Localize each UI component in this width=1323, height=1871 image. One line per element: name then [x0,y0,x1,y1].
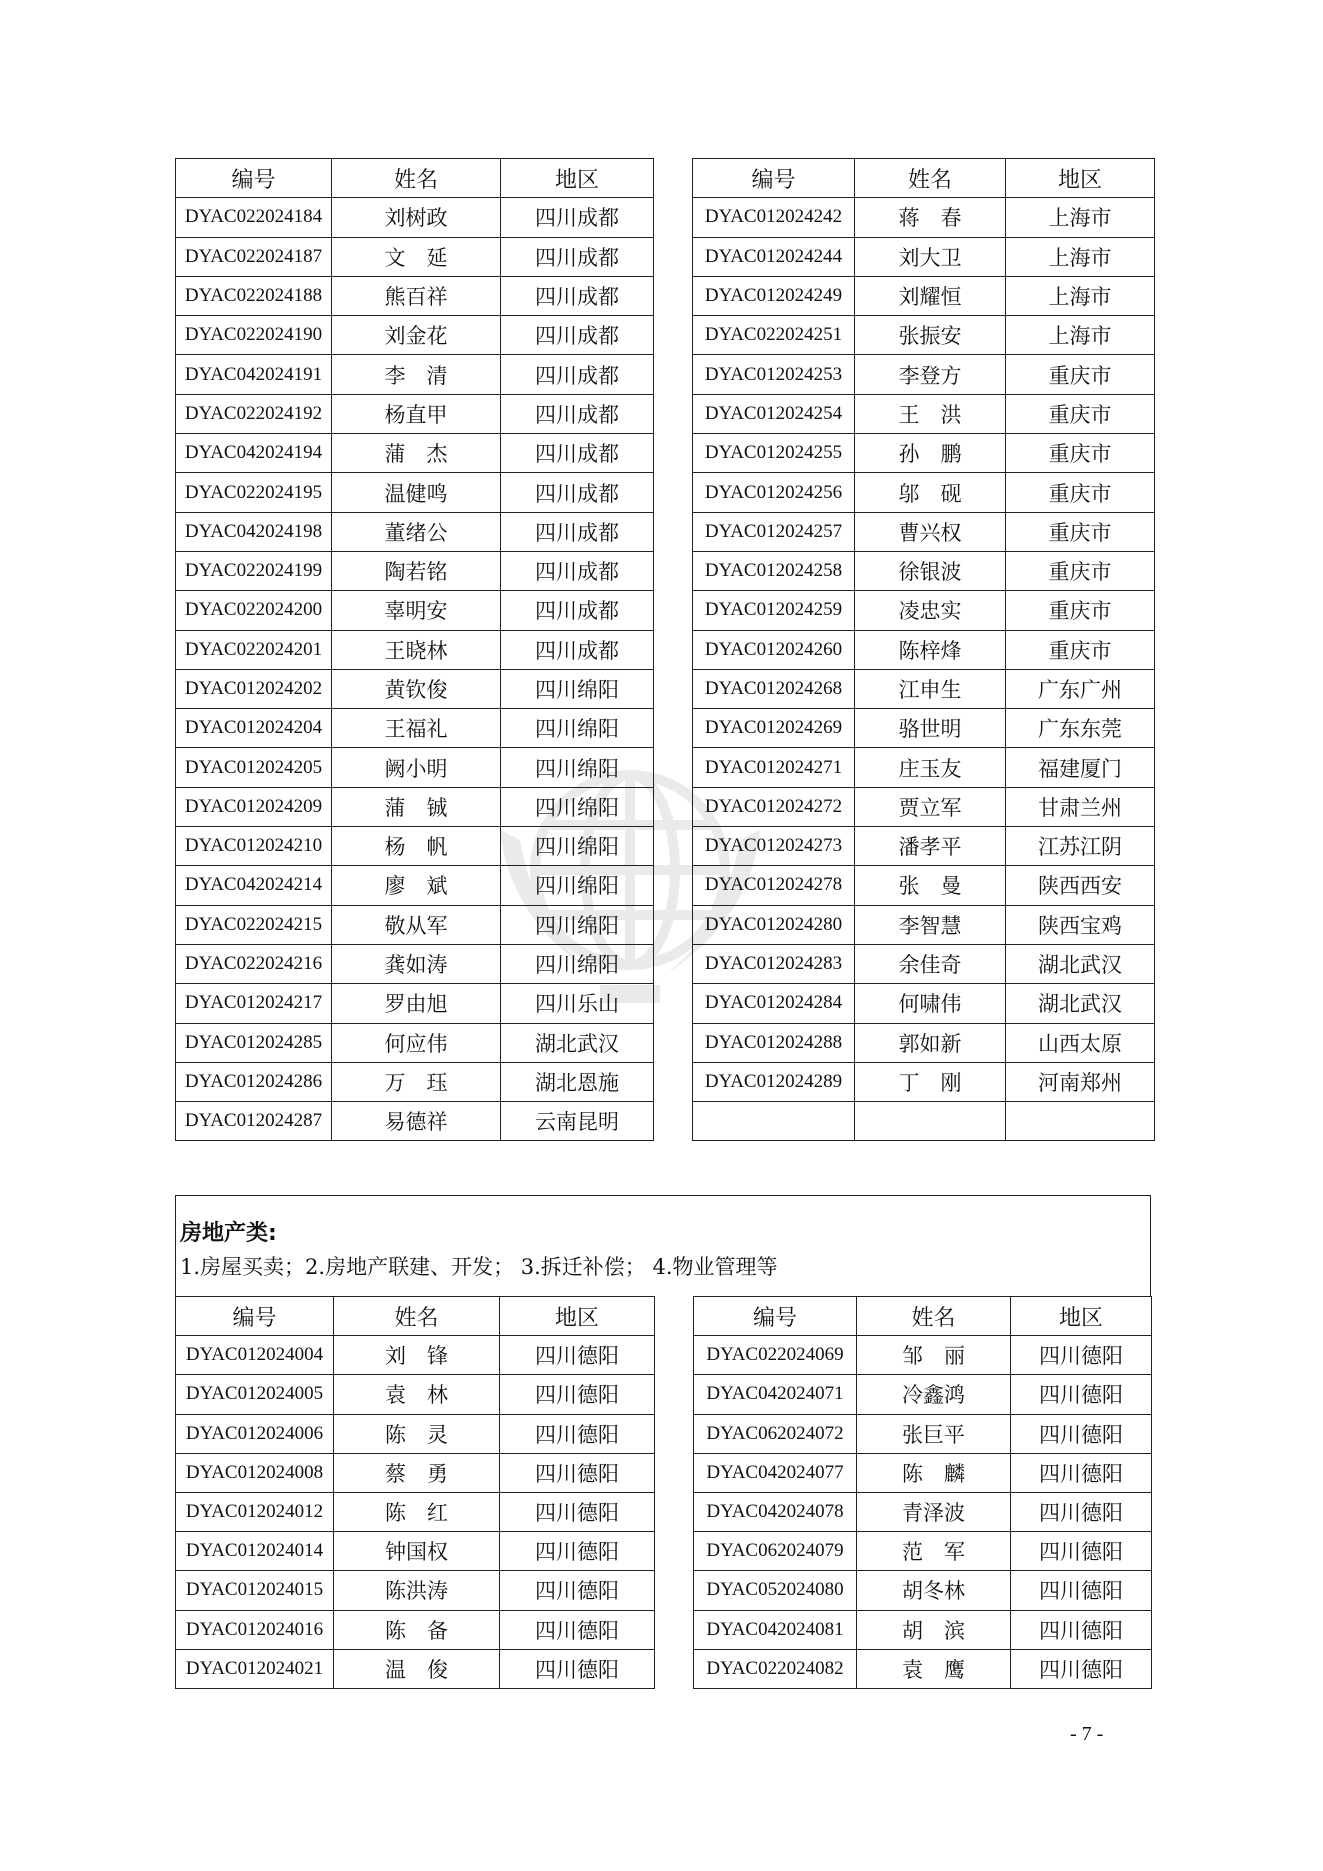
id-cell: DYAC012024285 [176,1023,332,1062]
region-cell: 四川绵阳 [501,709,654,748]
region-cell: 四川成都 [501,591,654,630]
id-cell: DYAC022024251 [693,316,855,355]
name-cell: 易德祥 [332,1102,501,1141]
column-spacer [655,1571,694,1610]
id-cell: DYAC012024283 [693,944,855,983]
header-cell: 姓名 [334,1297,500,1336]
header-cell: 编号 [176,1297,334,1336]
id-cell: DYAC012024004 [176,1336,334,1375]
table-row [176,1375,1152,1414]
column-spacer [654,866,693,905]
region-cell: 四川德阳 [1011,1610,1152,1649]
region-cell: 四川德阳 [500,1492,655,1531]
name-cell: 蒲 杰 [332,434,501,473]
region-cell: 重庆市 [1006,512,1155,551]
header-cell: 地区 [501,159,654,198]
name-cell: 阙小明 [332,748,501,787]
id-cell: DYAC012024257 [693,512,855,551]
column-spacer [654,669,693,708]
roster-table-2 [175,1296,1152,1689]
id-cell: DYAC042024198 [176,512,332,551]
name-cell: 李登方 [855,355,1006,394]
name-cell: 陈 红 [334,1492,500,1531]
id-cell: DYAC012024015 [176,1571,334,1610]
region-cell: 四川绵阳 [501,669,654,708]
column-spacer [655,1610,694,1649]
column-spacer [655,1375,694,1414]
id-cell: DYAC012024005 [176,1375,334,1414]
column-spacer [654,237,693,276]
region-cell: 重庆市 [1006,355,1155,394]
column-spacer [654,198,693,237]
region-cell: 四川德阳 [500,1453,655,1492]
table-row [176,944,1155,983]
region-cell: 四川成都 [501,473,654,512]
region-cell: 四川成都 [501,551,654,590]
id-cell: DYAC012024259 [693,591,855,630]
region-cell: 重庆市 [1006,630,1155,669]
region-cell: 湖北武汉 [1006,984,1155,1023]
name-cell: 何啸伟 [855,984,1006,1023]
table-row [176,1532,1152,1571]
region-cell: 四川德阳 [500,1610,655,1649]
id-cell: DYAC042024194 [176,434,332,473]
name-cell: 李智慧 [855,905,1006,944]
id-cell: DYAC022024216 [176,944,332,983]
region-cell: 四川成都 [501,394,654,433]
header-cell: 编号 [693,159,855,198]
column-spacer [654,709,693,748]
column-spacer [654,827,693,866]
table-row [176,1336,1152,1375]
name-cell: 陈梓烽 [855,630,1006,669]
name-cell: 骆世明 [855,709,1006,748]
region-cell: 重庆市 [1006,473,1155,512]
column-spacer [654,591,693,630]
name-cell: 余佳奇 [855,944,1006,983]
column-spacer [655,1297,694,1336]
region-cell: 四川德阳 [1011,1453,1152,1492]
id-cell: DYAC012024273 [693,827,855,866]
table-row [176,748,1155,787]
name-cell: 廖 斌 [332,866,501,905]
name-cell: 冷鑫鸿 [857,1375,1011,1414]
id-cell: DYAC042024071 [694,1375,857,1414]
region-cell: 四川德阳 [500,1649,655,1688]
header-cell: 姓名 [332,159,501,198]
id-cell: DYAC062024072 [694,1414,857,1453]
table-row [176,198,1155,237]
id-cell: DYAC012024288 [693,1023,855,1062]
table-row [176,276,1155,315]
region-cell: 四川德阳 [500,1571,655,1610]
name-cell: 张巨平 [857,1414,1011,1453]
table-row [176,591,1155,630]
name-cell: 董绪公 [332,512,501,551]
id-cell: DYAC012024256 [693,473,855,512]
header-cell: 编号 [176,159,332,198]
name-cell: 曹兴权 [855,512,1006,551]
id-cell: DYAC012024289 [693,1062,855,1101]
id-cell: DYAC022024215 [176,905,332,944]
column-spacer [654,984,693,1023]
header-cell: 地区 [1011,1297,1152,1336]
region-cell: 四川乐山 [501,984,654,1023]
column-spacer [654,1023,693,1062]
region-cell: 四川德阳 [1011,1414,1152,1453]
column-spacer [654,905,693,944]
column-spacer [654,394,693,433]
region-cell: 四川绵阳 [501,748,654,787]
table-row [176,1414,1152,1453]
id-cell: DYAC012024204 [176,709,332,748]
column-spacer [654,1102,693,1141]
region-cell: 四川德阳 [1011,1532,1152,1571]
id-cell: DYAC022024192 [176,394,332,433]
column-spacer [654,512,693,551]
name-cell: 刘大卫 [855,237,1006,276]
region-cell: 广东广州 [1006,669,1155,708]
id-cell: DYAC022024195 [176,473,332,512]
table-row [176,984,1155,1023]
id-cell: DYAC012024006 [176,1414,334,1453]
column-spacer [655,1649,694,1688]
column-spacer [654,1062,693,1101]
name-cell: 蒋 春 [855,198,1006,237]
section-title: 房地产类: [180,1221,277,1246]
table-row [176,316,1155,355]
column-spacer [654,473,693,512]
name-cell: 蒲 铖 [332,787,501,826]
region-cell: 四川成都 [501,512,654,551]
id-cell: DYAC022024190 [176,316,332,355]
table-row [176,1023,1155,1062]
name-cell: 青泽波 [857,1492,1011,1531]
name-cell: 何应伟 [332,1023,501,1062]
id-cell: DYAC012024249 [693,276,855,315]
id-cell: DYAC022024069 [694,1336,857,1375]
name-cell: 陈 灵 [334,1414,500,1453]
region-cell: 上海市 [1006,276,1155,315]
column-spacer [654,276,693,315]
id-cell: DYAC012024286 [176,1062,332,1101]
name-cell: 庄玉友 [855,748,1006,787]
region-cell: 四川成都 [501,198,654,237]
table-row [176,787,1155,826]
id-cell: DYAC042024078 [694,1492,857,1531]
header-cell: 编号 [694,1297,857,1336]
name-cell: 丁 刚 [855,1062,1006,1101]
real-estate-section-header [175,1195,1151,1296]
id-cell: DYAC012024210 [176,827,332,866]
region-cell: 四川绵阳 [501,827,654,866]
roster-table-1 [175,158,1155,1141]
name-cell: 范 军 [857,1532,1011,1571]
table-row [176,1062,1155,1101]
id-cell: DYAC012024280 [693,905,855,944]
name-cell: 王晓林 [332,630,501,669]
region-cell: 上海市 [1006,198,1155,237]
table-row [176,905,1155,944]
id-cell: DYAC022024184 [176,198,332,237]
table-row [176,473,1155,512]
name-cell: 王 洪 [855,394,1006,433]
region-cell: 云南昆明 [501,1102,654,1141]
id-cell: DYAC012024209 [176,787,332,826]
region-cell: 四川绵阳 [501,905,654,944]
name-cell: 徐银波 [855,551,1006,590]
id-cell: DYAC012024272 [693,787,855,826]
name-cell: 熊百祥 [332,276,501,315]
region-cell: 湖北武汉 [501,1023,654,1062]
name-cell: 张振安 [855,316,1006,355]
id-cell: DYAC012024008 [176,1453,334,1492]
region-cell: 四川德阳 [1011,1649,1152,1688]
table-row [176,355,1155,394]
id-cell: DYAC012024202 [176,669,332,708]
table-header-row [176,1297,1152,1336]
name-cell: 黄钦俊 [332,669,501,708]
name-cell: 文 延 [332,237,501,276]
id-cell: DYAC062024079 [694,1532,857,1571]
id-cell: DYAC012024021 [176,1649,334,1688]
name-cell: 刘耀恒 [855,276,1006,315]
table-header-row [176,159,1155,198]
region-cell: 四川德阳 [500,1532,655,1571]
table-row [176,630,1155,669]
header-cell: 姓名 [857,1297,1011,1336]
name-cell: 江申生 [855,669,1006,708]
name-cell: 郭如新 [855,1023,1006,1062]
table-row [176,1649,1152,1688]
region-cell: 重庆市 [1006,434,1155,473]
name-cell: 刘金花 [332,316,501,355]
id-cell: DYAC052024080 [694,1571,857,1610]
id-cell: DYAC012024269 [693,709,855,748]
region-cell: 四川成都 [501,276,654,315]
region-cell: 四川绵阳 [501,944,654,983]
column-spacer [654,551,693,590]
name-cell: 胡冬林 [857,1571,1011,1610]
region-cell: 四川德阳 [500,1375,655,1414]
name-cell: 陶若铭 [332,551,501,590]
header-cell: 地区 [1006,159,1155,198]
column-spacer [654,316,693,355]
name-cell: 贾立军 [855,787,1006,826]
name-cell: 凌忠实 [855,591,1006,630]
table-row [176,1492,1152,1531]
table-row [176,1453,1152,1492]
region-cell: 四川德阳 [500,1414,655,1453]
name-cell: 温 俊 [334,1649,500,1688]
name-cell: 袁 鹰 [857,1649,1011,1688]
id-cell: DYAC042024214 [176,866,332,905]
table-row [176,709,1155,748]
id-cell: DYAC012024253 [693,355,855,394]
name-cell: 敬从军 [332,905,501,944]
id-cell: DYAC012024278 [693,866,855,905]
name-cell: 温健鸣 [332,473,501,512]
region-cell: 陕西宝鸡 [1006,905,1155,944]
header-cell: 姓名 [855,159,1006,198]
column-spacer [654,434,693,473]
name-cell: 邬 砚 [855,473,1006,512]
id-cell: DYAC012024254 [693,394,855,433]
section-description: 1.房屋买卖；2.房地产联建、开发； 3.拆迁补偿； 4.物业管理等 [180,1255,778,1279]
id-cell: DYAC012024217 [176,984,332,1023]
id-cell [693,1102,855,1141]
id-cell: DYAC042024191 [176,355,332,394]
table-row [176,551,1155,590]
column-spacer [655,1414,694,1453]
column-spacer [655,1532,694,1571]
name-cell: 罗由旭 [332,984,501,1023]
table-row [176,669,1155,708]
region-cell: 四川成都 [501,237,654,276]
region-cell: 重庆市 [1006,551,1155,590]
name-cell: 潘孝平 [855,827,1006,866]
id-cell: DYAC012024016 [176,1610,334,1649]
id-cell: DYAC022024187 [176,237,332,276]
region-cell: 四川成都 [501,316,654,355]
id-cell: DYAC022024200 [176,591,332,630]
id-cell: DYAC012024258 [693,551,855,590]
region-cell: 四川成都 [501,434,654,473]
name-cell: 钟国权 [334,1532,500,1571]
region-cell: 四川德阳 [1011,1375,1152,1414]
region-cell: 四川德阳 [500,1336,655,1375]
name-cell: 胡 滨 [857,1610,1011,1649]
region-cell: 福建厦门 [1006,748,1155,787]
table-row [176,434,1155,473]
region-cell: 四川成都 [501,630,654,669]
region-cell: 湖北恩施 [501,1062,654,1101]
header-cell: 地区 [500,1297,655,1336]
id-cell: DYAC022024082 [694,1649,857,1688]
region-cell: 重庆市 [1006,394,1155,433]
name-cell: 陈 麟 [857,1453,1011,1492]
region-cell: 四川德阳 [1011,1492,1152,1531]
name-cell: 孙 鹏 [855,434,1006,473]
column-spacer [655,1492,694,1531]
id-cell: DYAC012024255 [693,434,855,473]
region-cell: 山西太原 [1006,1023,1155,1062]
column-spacer [654,630,693,669]
id-cell: DYAC022024201 [176,630,332,669]
table-row [176,827,1155,866]
id-cell: DYAC012024260 [693,630,855,669]
id-cell: DYAC042024077 [694,1453,857,1492]
name-cell: 李 清 [332,355,501,394]
name-cell: 龚如涛 [332,944,501,983]
region-cell: 湖北武汉 [1006,944,1155,983]
column-spacer [654,748,693,787]
region-cell: 江苏江阴 [1006,827,1155,866]
region-cell [1006,1102,1155,1141]
id-cell: DYAC012024284 [693,984,855,1023]
region-cell: 广东东莞 [1006,709,1155,748]
name-cell: 刘 锋 [334,1336,500,1375]
name-cell: 杨直甲 [332,394,501,433]
region-cell: 四川绵阳 [501,866,654,905]
id-cell: DYAC012024271 [693,748,855,787]
name-cell: 张 曼 [855,866,1006,905]
column-spacer [654,355,693,394]
region-cell: 四川绵阳 [501,787,654,826]
region-cell: 陕西西安 [1006,866,1155,905]
region-cell: 上海市 [1006,237,1155,276]
region-cell: 四川德阳 [1011,1571,1152,1610]
name-cell: 蔡 勇 [334,1453,500,1492]
region-cell: 甘肃兰州 [1006,787,1155,826]
id-cell: DYAC012024242 [693,198,855,237]
table-row [176,1102,1155,1141]
column-spacer [654,944,693,983]
id-cell: DYAC012024014 [176,1532,334,1571]
region-cell: 河南郑州 [1006,1062,1155,1101]
name-cell: 邹 丽 [857,1336,1011,1375]
name-cell: 万 珏 [332,1062,501,1101]
id-cell: DYAC022024188 [176,276,332,315]
id-cell: DYAC012024268 [693,669,855,708]
name-cell: 辜明安 [332,591,501,630]
column-spacer [654,159,693,198]
name-cell: 刘树政 [332,198,501,237]
table-row [176,237,1155,276]
table-row [176,512,1155,551]
id-cell: DYAC012024244 [693,237,855,276]
table-row [176,1610,1152,1649]
column-spacer [655,1336,694,1375]
name-cell: 陈洪涛 [334,1571,500,1610]
column-spacer [654,787,693,826]
table-row [176,866,1155,905]
region-cell: 上海市 [1006,316,1155,355]
id-cell: DYAC022024199 [176,551,332,590]
name-cell: 袁 林 [334,1375,500,1414]
table-row [176,1571,1152,1610]
region-cell: 四川德阳 [1011,1336,1152,1375]
name-cell: 陈 备 [334,1610,500,1649]
id-cell: DYAC012024205 [176,748,332,787]
id-cell: DYAC042024081 [694,1610,857,1649]
name-cell: 杨 帆 [332,827,501,866]
region-cell: 四川成都 [501,355,654,394]
id-cell: DYAC012024012 [176,1492,334,1531]
id-cell: DYAC012024287 [176,1102,332,1141]
name-cell: 王福礼 [332,709,501,748]
column-spacer [655,1453,694,1492]
name-cell [855,1102,1006,1141]
page-number: - 7 - [1070,1723,1104,1745]
region-cell: 重庆市 [1006,591,1155,630]
table-row [176,394,1155,433]
